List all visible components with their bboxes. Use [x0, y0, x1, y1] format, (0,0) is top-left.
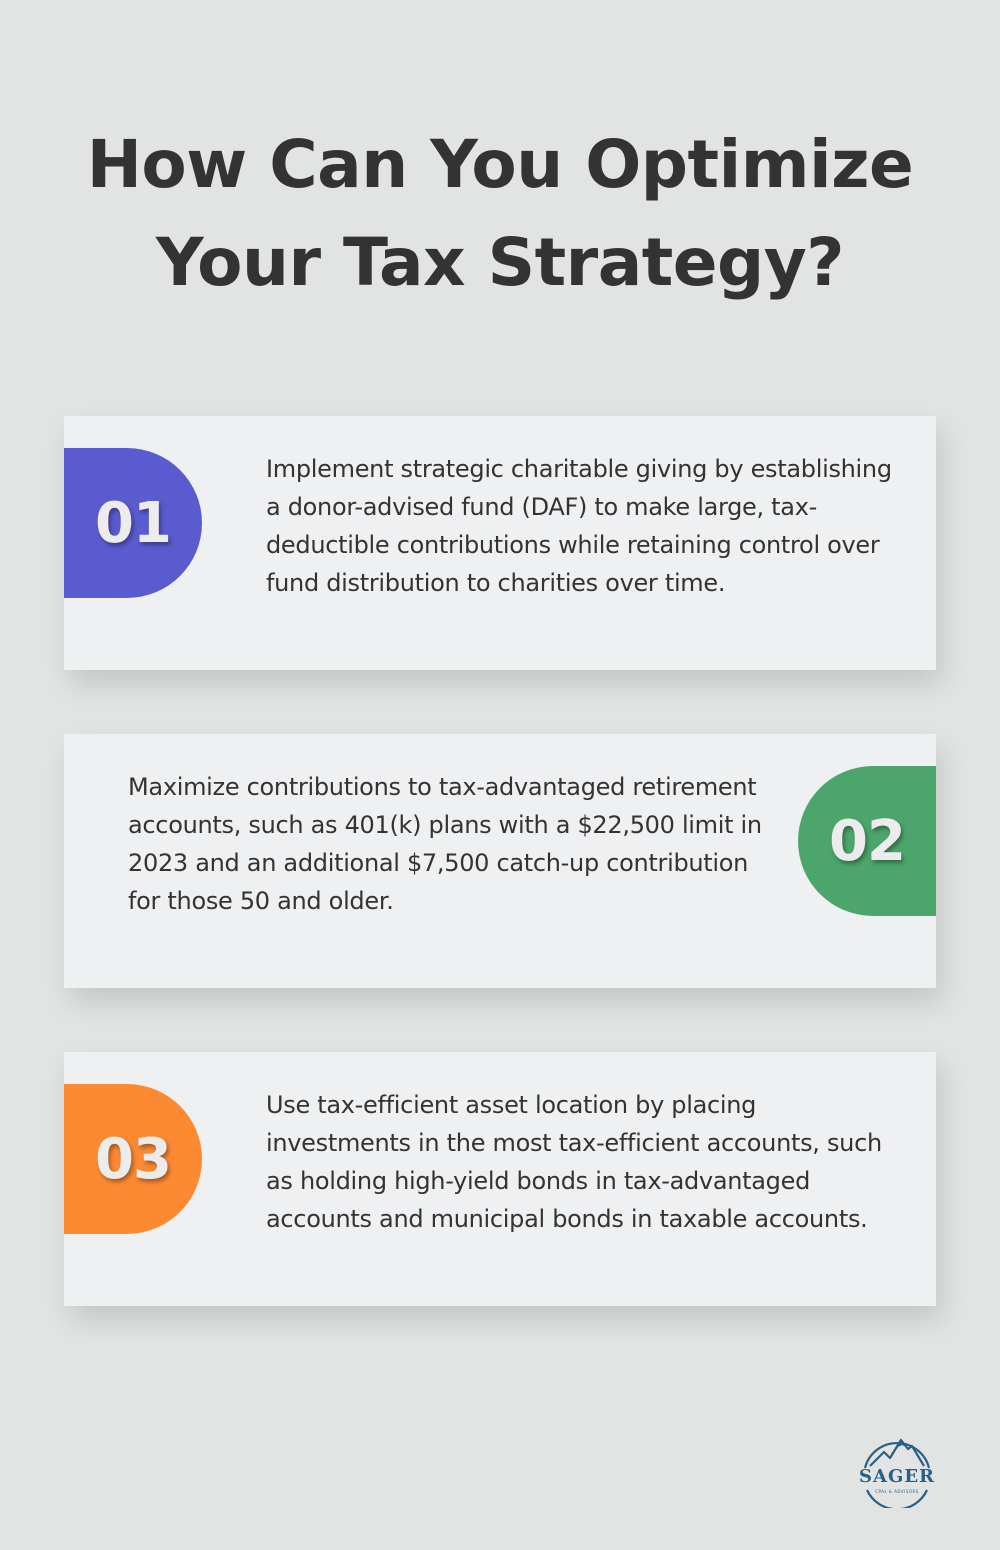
sager-logo [852, 1434, 942, 1508]
step-badge-2 [798, 766, 936, 916]
step-text-1: Implement strategic charitable giving by establishing a donor-advised fund (DAF) to make large, tax-deductible contributions while retaining control over fund distribution to charities over time. [266, 455, 892, 597]
logo-name: SAGER [858, 1466, 935, 1487]
step-text-3: Use tax-efficient asset location by placing investments in the most tax-efficient accounts, such as holding high-yield bonds in tax-advantaged accounts and municipal bonds in taxable accounts. [266, 1091, 882, 1233]
step-card-1 [64, 416, 936, 670]
step-badge-3 [64, 1084, 202, 1234]
step-number-1: 01 [95, 490, 171, 556]
step-number-2: 02 [829, 808, 905, 874]
step-number-3: 03 [95, 1126, 171, 1192]
step-text-2: Maximize contributions to tax-advantaged retirement accounts, such as 401(k) plans with a $22,500 limit in 2023 and an additional $7,500 catch-up contribution for those 50 and older. [128, 773, 762, 915]
step-badge-1 [64, 448, 202, 598]
logo-tagline: CPAs & ADVISORS [875, 1489, 919, 1494]
page-title: How Can You Optimize Your Tax Strategy? [86, 126, 914, 301]
step-card-3 [64, 1052, 936, 1306]
step-card-2 [64, 734, 936, 988]
